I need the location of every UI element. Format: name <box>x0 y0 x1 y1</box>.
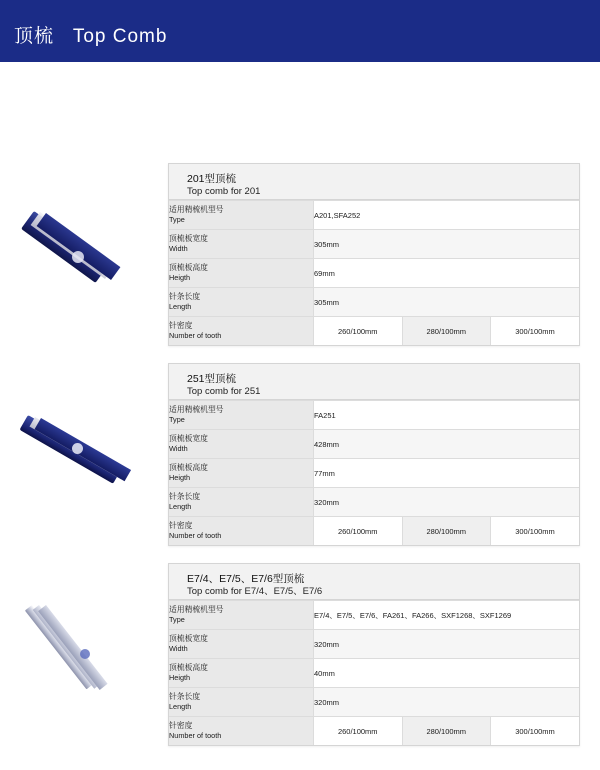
spec-title-cn: 251型顶梳 <box>187 373 237 385</box>
label-en: Width <box>169 444 188 453</box>
row-label-tooth <box>169 717 314 746</box>
table-row <box>169 401 579 430</box>
page-title-en: Top Comb <box>72 26 168 47</box>
page-title-cn: 顶梳 <box>14 26 55 47</box>
label-en: Heigth <box>169 473 191 482</box>
value-height: 69mm <box>314 259 580 288</box>
table-row <box>169 630 579 659</box>
row-label-width <box>169 230 314 259</box>
row-label-length <box>169 688 314 717</box>
label-en: Heigth <box>169 273 191 282</box>
table-row <box>169 430 579 459</box>
label-en: Length <box>169 702 192 711</box>
value-tooth-2: 280/100mm <box>402 517 491 546</box>
row-label-type <box>169 601 314 630</box>
comb-illustration <box>28 409 140 487</box>
value-height: 40mm <box>314 659 580 688</box>
label-cn: 顶梳板高度 <box>169 663 208 672</box>
value-tooth-1: 260/100mm <box>314 317 403 346</box>
label-en: Width <box>169 244 188 253</box>
value-width: 320mm <box>314 630 580 659</box>
comb-illustration <box>34 211 130 285</box>
label-en: Number of tooth <box>169 531 222 540</box>
label-cn: 顶梳板宽度 <box>169 234 208 243</box>
top-comb-251-image <box>26 393 146 503</box>
row-label-type <box>169 201 314 230</box>
spec-title-cn: E7/4、E7/5、E7/6型顶梳 <box>187 573 305 585</box>
table-row <box>169 317 579 346</box>
spec-title-en: Top comb for 201 <box>187 186 261 197</box>
table-row <box>169 659 579 688</box>
brand-logo-icon <box>80 649 90 659</box>
label-en: Heigth <box>169 673 191 682</box>
page-title <box>14 21 167 48</box>
row-label-tooth <box>169 517 314 546</box>
label-en: Length <box>169 302 192 311</box>
label-cn: 适用精梳机型号 <box>169 205 224 214</box>
spec-title-en: Top comb for 251 <box>187 386 261 397</box>
spec-card-251 <box>168 363 580 546</box>
row-label-height <box>169 259 314 288</box>
comb-body <box>25 605 94 689</box>
label-cn: 顶梳板高度 <box>169 463 208 472</box>
label-cn: 适用精梳机型号 <box>169 605 224 614</box>
table-row <box>169 230 579 259</box>
row-label-type <box>169 401 314 430</box>
label-cn: 针密度 <box>169 321 193 330</box>
spec-title-en: Top comb for E7/4、E7/5、E7/6 <box>187 586 323 597</box>
label-cn: 针条长度 <box>169 292 201 301</box>
comb-illustration <box>32 601 136 697</box>
label-cn: 顶梳板宽度 <box>169 634 208 643</box>
label-en: Type <box>169 415 185 424</box>
value-type: E7/4、E7/5、E7/6、FA261、FA266、SXF1268、SXF1269 <box>314 601 580 630</box>
row-label-width <box>169 630 314 659</box>
table-row <box>169 717 579 746</box>
table-row <box>169 201 579 230</box>
label-en: Type <box>169 215 185 224</box>
comb-edge <box>38 605 107 690</box>
page-header <box>0 0 600 62</box>
spec-card-title <box>169 164 579 200</box>
label-en: Number of tooth <box>169 331 222 340</box>
row-label-length <box>169 288 314 317</box>
label-en: Length <box>169 502 192 511</box>
value-tooth-3: 300/100mm <box>491 517 580 546</box>
label-en: Type <box>169 615 185 624</box>
label-cn: 针密度 <box>169 521 193 530</box>
spec-card-title <box>169 564 579 600</box>
row-label-length <box>169 488 314 517</box>
spec-table <box>169 600 579 745</box>
value-length: 320mm <box>314 688 580 717</box>
spec-table <box>169 200 579 345</box>
value-length: 305mm <box>314 288 580 317</box>
label-en: Number of tooth <box>169 731 222 740</box>
table-row <box>169 488 579 517</box>
spec-card-e7 <box>168 563 580 746</box>
table-row <box>169 459 579 488</box>
spec-card-201 <box>168 163 580 346</box>
spec-table <box>169 400 579 545</box>
table-row <box>169 688 579 717</box>
table-row <box>169 601 579 630</box>
label-cn: 顶梳板宽度 <box>169 434 208 443</box>
top-comb-e7-image <box>26 593 146 703</box>
label-cn: 顶梳板高度 <box>169 263 208 272</box>
value-length: 320mm <box>314 488 580 517</box>
value-tooth-2: 280/100mm <box>402 717 491 746</box>
value-tooth-1: 260/100mm <box>314 517 403 546</box>
brand-logo-icon <box>72 443 83 454</box>
value-type: FA251 <box>314 401 580 430</box>
value-type: A201,SFA252 <box>314 201 580 230</box>
label-en: Width <box>169 644 188 653</box>
value-tooth-3: 300/100mm <box>491 317 580 346</box>
spec-card-title <box>169 364 579 400</box>
label-cn: 针条长度 <box>169 492 201 501</box>
value-tooth-3: 300/100mm <box>491 717 580 746</box>
value-tooth-1: 260/100mm <box>314 717 403 746</box>
table-row <box>169 259 579 288</box>
label-cn: 针条长度 <box>169 692 201 701</box>
brand-logo-icon <box>72 251 84 263</box>
row-label-height <box>169 659 314 688</box>
row-label-tooth <box>169 317 314 346</box>
value-tooth-2: 280/100mm <box>402 317 491 346</box>
top-comb-201-image <box>26 193 146 303</box>
row-label-height <box>169 459 314 488</box>
value-width: 305mm <box>314 230 580 259</box>
label-cn: 适用精梳机型号 <box>169 405 224 414</box>
table-row <box>169 288 579 317</box>
row-label-width <box>169 430 314 459</box>
value-width: 428mm <box>314 430 580 459</box>
spec-title-cn: 201型顶梳 <box>187 173 237 185</box>
value-height: 77mm <box>314 459 580 488</box>
label-cn: 针密度 <box>169 721 193 730</box>
table-row <box>169 517 579 546</box>
